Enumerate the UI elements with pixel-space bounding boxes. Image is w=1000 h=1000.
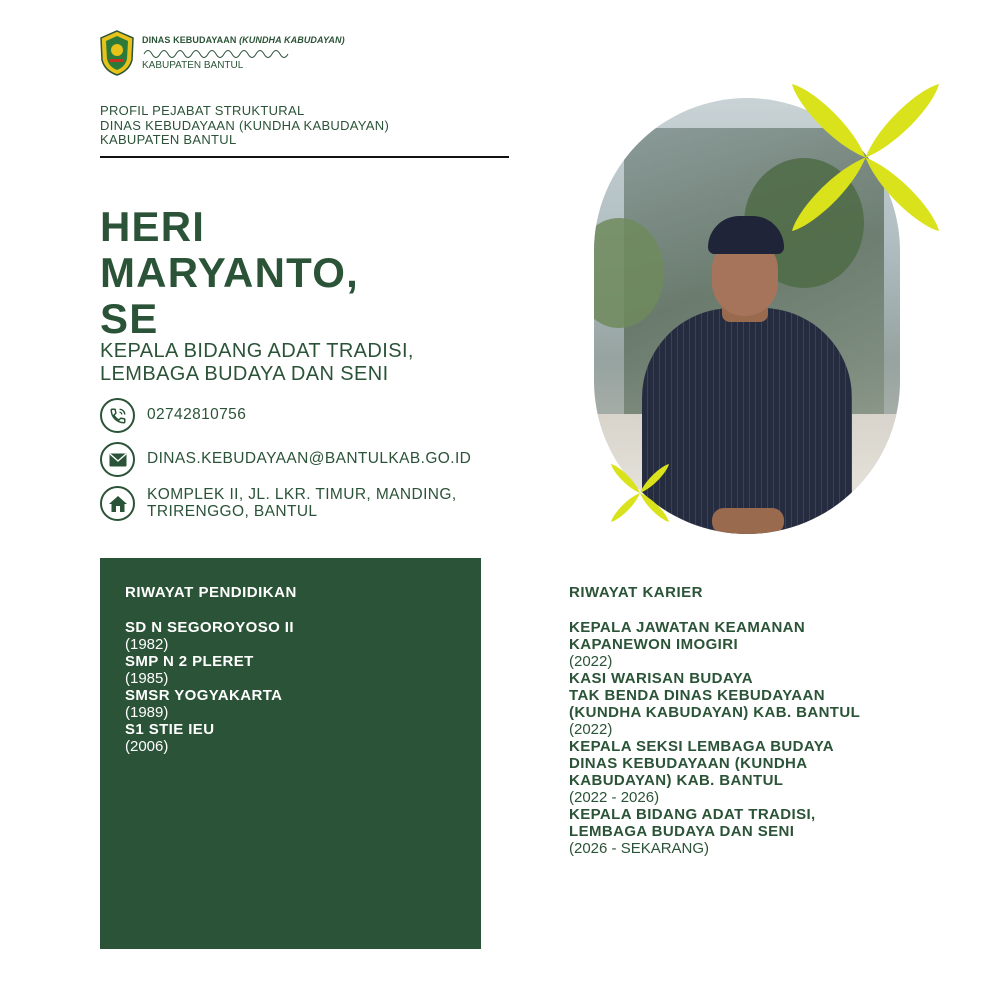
org-name: DINAS KEBUDAYAAN (KUNDHA KABUDAYAN) — [142, 35, 345, 45]
career-list — [569, 619, 929, 857]
education-item: SMP N 2 PLERET (1985) — [125, 653, 254, 687]
person-name: HERI MARYANTO, SE — [100, 203, 359, 342]
career-panel — [569, 584, 929, 857]
address: KOMPLEK II, JL. LKR. TIMUR, MANDING, TRIRENGGO, BANTUL — [147, 486, 457, 520]
contact-email — [100, 442, 471, 477]
divider — [100, 156, 509, 158]
career-item: KEPALA BIDANG ADAT TRADISI, LEMBAGA BUDAYA DAN SENI (2026 - SEKARANG) — [569, 806, 816, 857]
home-icon — [100, 486, 135, 521]
career-item: KASI WARISAN BUDAYA TAK BENDA DINAS KEBUDAYAAN (KUNDHA KABUDAYAN) KAB. BANTUL (2022) — [569, 670, 861, 738]
education-item: S1 STIE IEU (2006) — [125, 721, 215, 755]
contact-address — [100, 486, 457, 521]
education-panel — [100, 558, 481, 949]
career-item: KEPALA SEKSI LEMBAGA BUDAYA DINAS KEBUDAYAAN (KUNDHA KABUDAYAN) KAB. BANTUL (2022 - 2026) — [569, 738, 835, 806]
phone-icon — [100, 398, 135, 433]
education-list — [125, 619, 456, 755]
org-subtitle: KABUPATEN BANTUL — [142, 60, 244, 71]
bantul-logo — [99, 30, 135, 76]
lime-flower-large — [792, 84, 939, 236]
career-item: KEPALA JAWATAN KEAMANAN KAPANEWON IMOGIRI (2022) — [569, 619, 806, 670]
javanese-script-line — [142, 46, 352, 59]
person-position: KEPALA BIDANG ADAT TRADISI, LEMBAGA BUDAYA DAN SENI — [100, 340, 414, 385]
education-title: RIWAYAT PENDIDIKAN — [125, 584, 297, 601]
org-header — [142, 35, 352, 71]
lime-flower-small — [611, 464, 669, 527]
career-title: RIWAYAT KARIER — [569, 584, 703, 601]
education-item: SMSR YOGYAKARTA (1989) — [125, 687, 283, 721]
contact-phone — [100, 398, 246, 433]
email-address: DINAS.KEBUDAYAAN@BANTULKAB.GO.ID — [147, 450, 472, 467]
education-item: SD N SEGOROYOSO II (1982) — [125, 619, 294, 653]
mail-icon — [100, 442, 135, 477]
phone-number: 02742810756 — [147, 406, 247, 423]
profile-heading: PROFIL PEJABAT STRUKTURAL DINAS KEBUDAYAAN (KUNDHA KABUDAYAN) KABUPATEN BANTUL — [100, 103, 390, 147]
